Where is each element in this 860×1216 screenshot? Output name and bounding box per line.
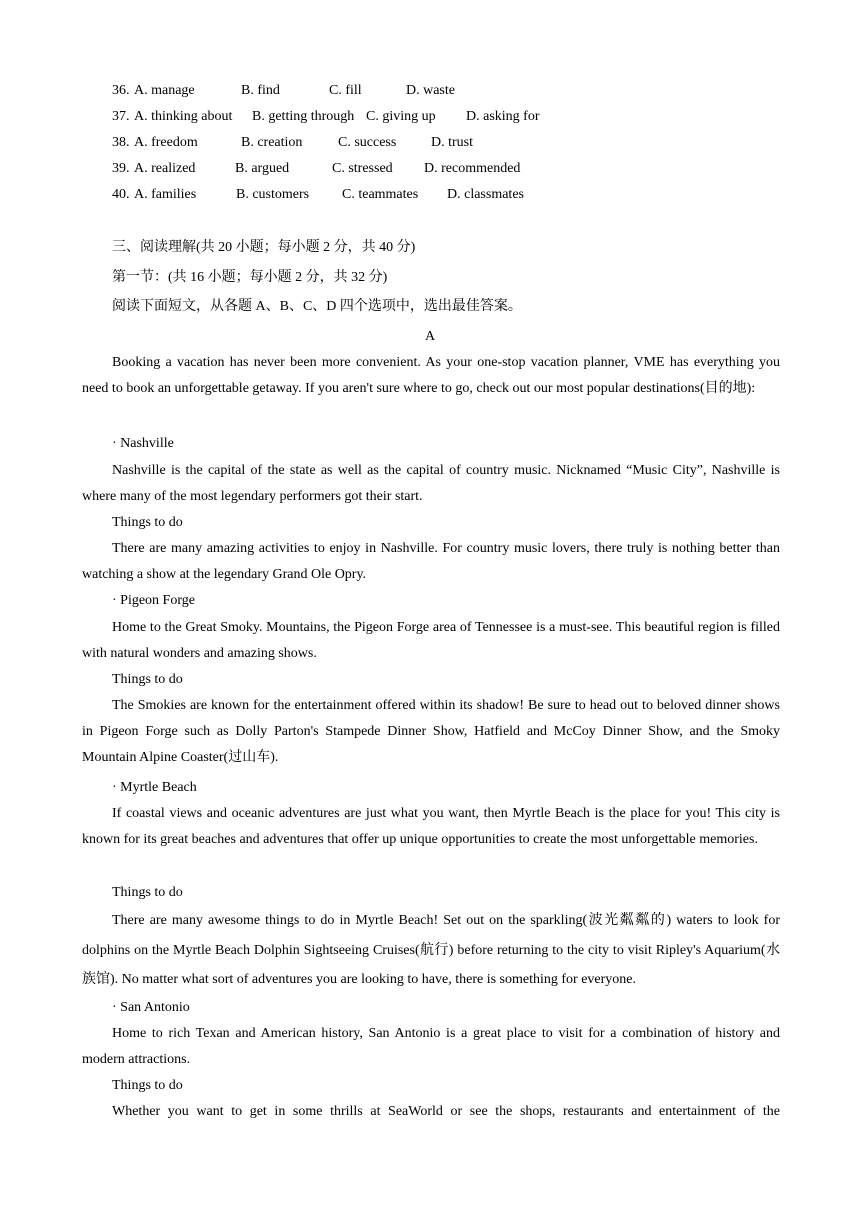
option-a: A. families: [134, 187, 197, 202]
destination-name-nashville: · Nashville: [112, 436, 174, 451]
option-d: D. classmates: [447, 187, 524, 202]
option-d: D. waste: [406, 83, 455, 98]
option-c: C. stressed: [332, 161, 393, 176]
destination-desc-san-antonio: Home to rich Texan and American history, San Antonio is a great place to visit for a combination of history and modern attractions.: [82, 1026, 780, 1068]
question-number: 37.: [112, 109, 130, 124]
things-to-do-label: Things to do: [112, 515, 183, 530]
option-b: B. argued: [235, 161, 290, 176]
destination-name-myrtle-beach: · Myrtle Beach: [112, 780, 197, 795]
option-a: A. thinking about: [134, 109, 233, 124]
things-to-do-label: Things to do: [112, 885, 183, 900]
option-b: B. find: [241, 83, 280, 98]
destination-desc-myrtle-beach: If coastal views and oceanic adventures are just what you want, then Myrtle Beach is the place for you! This city is known for its great beaches and adventures that offer up unique opportunities to create the most unforgettable memories.: [82, 806, 780, 848]
things-to-do-label: Things to do: [112, 1078, 183, 1093]
destination-todo-pigeon-forge: The Smokies are known for the entertainment offered within its shadow! Be sure to head out to beloved dinner shows in Pigeon Forge such as Dolly Parton's Stampede Dinner Show, Hatfield and McCoy Dinner Show, and the Smoky Mountain Alpine Coaster(过山车).: [82, 698, 780, 766]
option-c: C. teammates: [342, 187, 419, 202]
destination-name-san-antonio: · San Antonio: [112, 1000, 190, 1015]
question-number: 40.: [112, 187, 130, 202]
option-c: C. success: [338, 135, 397, 150]
destination-desc-pigeon-forge: Home to the Great Smoky. Mountains, the Pigeon Forge area of Tennessee is a must-see. This beautiful region is filled with natural wonders and amazing shows.: [82, 620, 780, 662]
option-d: D. asking for: [466, 109, 540, 124]
option-d: D. recommended: [424, 161, 521, 176]
section-heading: 三、阅读理解(共 20 小题；每小题 2 分，共 40 分): [112, 240, 416, 255]
option-d: D. trust: [431, 135, 473, 150]
option-a: A. realized: [134, 161, 196, 176]
question-number: 39.: [112, 161, 130, 176]
part-heading: 第一节：(共 16 小题；每小题 2 分，共 32 分): [112, 270, 388, 285]
destination-todo-san-antonio: Whether you want to get in some thrills at SeaWorld or see the shops, restaurants and entertainment of the: [112, 1104, 780, 1119]
passage-label: A: [424, 329, 436, 344]
destination-todo-nashville: There are many amazing activities to enjoy in Nashville. For country music lovers, there truly is nothing better than watching a show at the legendary Grand Ole Opry.: [82, 541, 780, 583]
destination-name-pigeon-forge: · Pigeon Forge: [112, 593, 195, 608]
things-to-do-label: Things to do: [112, 672, 183, 687]
option-c: C. giving up: [366, 109, 436, 124]
option-a: A. freedom: [134, 135, 198, 150]
question-number: 38.: [112, 135, 130, 150]
intro-paragraph: Booking a vacation has never been more convenient. As your one-stop vacation planner, VME has everything you need to book an unforgettable getaway. If you aren't sure where to go, check out our most popular destinations(目的地):: [82, 355, 780, 397]
option-b: B. getting through: [252, 109, 355, 124]
instruction-text: 阅读下面短文，从各题 A、B、C、D 四个选项中，选出最佳答案。: [112, 299, 522, 314]
destination-todo-myrtle-beach: There are many awesome things to do in Myrtle Beach! Set out on the sparkling(波光粼粼的) waters to look for dolphins on the Myrtle Beach Dolphin Sightseeing Cruises(航行) before returning to the city to visit Ripley's Aquarium(水族馆). No matter what sort of adventures you are looking to have, there is something for everyone.: [82, 913, 780, 987]
option-b: B. creation: [241, 135, 303, 150]
option-b: B. customers: [236, 187, 310, 202]
option-c: C. fill: [329, 83, 362, 98]
destination-desc-nashville: Nashville is the capital of the state as well as the capital of country music. Nicknamed “Music City”, Nashville is where many of the most legendary performers got their start.: [82, 463, 780, 505]
option-a: A. manage: [134, 83, 195, 98]
question-number: 36.: [112, 83, 130, 98]
